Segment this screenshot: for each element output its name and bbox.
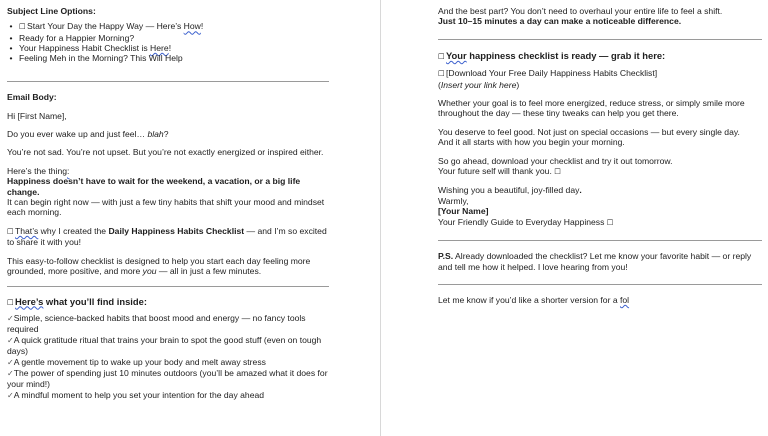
find-inside-heading bbox=[7, 297, 329, 308]
wishing-line bbox=[438, 185, 762, 195]
find-link: Here’s bbox=[15, 295, 44, 307]
insert-close: ) bbox=[516, 79, 520, 90]
find-inside-item bbox=[7, 313, 329, 335]
subject-option-text: Start Your Day the Happy Way — Here’s bbox=[27, 21, 184, 32]
ps-paragraph bbox=[438, 251, 762, 272]
why-pre: why I created the bbox=[38, 225, 109, 236]
find-inside-item bbox=[7, 390, 329, 401]
shorter-version-line bbox=[438, 295, 762, 305]
ps-label: P.S. bbox=[438, 251, 454, 262]
subject-option bbox=[19, 53, 329, 63]
subject-option-link: Here bbox=[150, 42, 169, 53]
subject-option bbox=[19, 21, 329, 32]
warmly-line: Warmly, bbox=[438, 195, 469, 206]
signature-guide bbox=[438, 217, 762, 228]
checkbox-icon: ☐ bbox=[606, 217, 614, 227]
email-body-heading bbox=[7, 92, 329, 102]
download-link-line[interactable] bbox=[438, 68, 762, 79]
checkbox-icon: ☐ bbox=[554, 167, 561, 177]
find-post: what you’ll find inside: bbox=[43, 295, 147, 307]
future-text: Your future self will thank you. bbox=[438, 166, 555, 177]
question-text: Do you ever wake up and just feel… bbox=[7, 129, 148, 140]
find-inside-item-text: Simple, science-backed habits that boost mood and energy — no fancy tools required bbox=[7, 312, 306, 335]
subject-option-link: How bbox=[183, 21, 201, 32]
checkbox-icon: ☐ bbox=[438, 51, 445, 61]
shorter-text: Let me know if you’d like a shorter version for a bbox=[438, 294, 620, 305]
subject-option-post: ! bbox=[200, 21, 204, 32]
find-inside-list bbox=[7, 313, 329, 401]
easy-ital: you bbox=[142, 266, 157, 277]
subject-option bbox=[19, 33, 329, 43]
ready-post: happiness checklist is ready — grab it here: bbox=[466, 49, 666, 61]
deserve-paragraph: You deserve to feel good. Not just on special occasions — but every single day. bbox=[438, 126, 740, 137]
wishing-text: Wishing you a beautiful, joy-filled day bbox=[438, 185, 580, 196]
insert-open: ( bbox=[438, 79, 441, 90]
begins-line: And it all starts with how you begin your morning. bbox=[438, 137, 625, 148]
future-line bbox=[438, 166, 762, 177]
subject-option-post: ! bbox=[168, 42, 172, 53]
find-inside-item bbox=[7, 357, 329, 368]
ready-heading bbox=[438, 51, 762, 62]
ready-link: Your bbox=[446, 49, 467, 61]
why-bold: Daily Happiness Habits Checklist bbox=[108, 225, 245, 236]
heres-the-thing bbox=[7, 166, 329, 176]
why-link: That’s bbox=[15, 225, 39, 236]
find-inside-item-text: A mindful moment to help you set your intention for the day ahead bbox=[13, 389, 265, 400]
thing-colon: : bbox=[67, 165, 70, 176]
best-part: And the best part? You don’t need to overhaul your entire life to feel a shift. bbox=[438, 6, 723, 16]
your-name: [Your Name] bbox=[438, 206, 489, 217]
right-page-content bbox=[438, 6, 762, 305]
why-post: — and I’m so excited to share it with you! bbox=[7, 225, 327, 248]
checkbox-icon: ☐ bbox=[7, 226, 14, 236]
find-inside-item-text: The power of spending just 10 minutes outdoors (you’ll be amazed what it does for your mind!) bbox=[7, 367, 328, 390]
question-line bbox=[7, 129, 329, 139]
guide-text: Your Friendly Guide to Everyday Happiness bbox=[438, 216, 607, 227]
subject-option-text: Ready for a Happier Morning? bbox=[19, 32, 135, 43]
subject-options-list bbox=[7, 21, 329, 63]
why-paragraph bbox=[7, 226, 329, 248]
left-page bbox=[0, 0, 376, 436]
find-inside-item bbox=[7, 368, 329, 390]
ps-text: Already downloaded the checklist? Let me know your favorite habit — or reply and tell me how it helped. I love hearing from you! bbox=[438, 251, 752, 272]
question-mark: ? bbox=[163, 129, 169, 140]
easy-pre: This easy-to-follow checklist is designed to help you start each day feeling more grounded, more positive, and more bbox=[7, 255, 311, 277]
checkmark-icon: ✓ bbox=[7, 357, 14, 367]
goal-paragraph: Whether your goal is to feel more energized, reduce stress, or simply smile more throughout the day — these tiny tweaks can help you get there. bbox=[438, 98, 745, 119]
subject-heading-text: Subject Line Options: bbox=[7, 6, 96, 16]
checkmark-icon: ✓ bbox=[7, 335, 14, 345]
download-text[interactable]: [Download Your Free Daily Happiness Habits Checklist bbox=[446, 68, 655, 79]
subject-option bbox=[19, 43, 329, 53]
question-blah: blah bbox=[147, 129, 164, 140]
wishing-dot: . bbox=[579, 185, 582, 196]
email-body-heading-text: Email Body: bbox=[7, 92, 57, 103]
shorter-link: fol bbox=[619, 294, 630, 305]
thing-rest: It can begin right now — with just a few tiny habits that shift your mood and mindset each morning. bbox=[7, 197, 325, 218]
insert-link-note bbox=[438, 80, 762, 90]
subject-option-text: Your Happiness Habit Checklist is bbox=[19, 42, 151, 53]
find-inside-item-text: A quick gratitude ritual that trains your brain to spot the good stuff (even on tough days) bbox=[7, 334, 322, 357]
checkbox-icon: ☐ bbox=[7, 297, 14, 307]
right-page bbox=[384, 0, 768, 436]
left-page-content bbox=[7, 6, 329, 401]
checkmark-icon: ✓ bbox=[7, 313, 14, 323]
find-inside-item-text: A gentle movement tip to wake up your body and melt away stress bbox=[13, 356, 266, 367]
subject-heading bbox=[7, 6, 329, 16]
find-inside-item bbox=[7, 335, 329, 357]
checkbox-icon: ☐ bbox=[438, 69, 445, 79]
easy-paragraph bbox=[7, 256, 329, 277]
go-ahead-line: So go ahead, download your checklist and try it out tomorrow. bbox=[438, 155, 673, 166]
greeting: Hi [First Name], bbox=[7, 110, 67, 121]
not-sad-paragraph: You’re not sad. You’re not upset. But you’re not exactly energized or inspired either. bbox=[7, 147, 324, 158]
best-bold: Just 10–15 minutes a day can make a noticeable difference. bbox=[438, 16, 682, 27]
subject-option-text: Feeling Meh in the Morning? This Will Help bbox=[19, 53, 183, 64]
thing-pre: Here’s the thing bbox=[7, 165, 68, 176]
page-separator bbox=[380, 0, 381, 436]
insert-ital: Insert your link here bbox=[440, 79, 517, 90]
thing-bold: Happiness doesn’t have to wait for the weekend, a vacation, or a big life change. bbox=[7, 176, 301, 197]
checkmark-icon: ✓ bbox=[7, 390, 14, 400]
checkbox-icon: ☐ bbox=[19, 22, 26, 32]
download-bracket: ] bbox=[654, 68, 658, 79]
checkmark-icon: ✓ bbox=[7, 368, 14, 378]
easy-post: — all in just a few minutes. bbox=[156, 266, 262, 277]
